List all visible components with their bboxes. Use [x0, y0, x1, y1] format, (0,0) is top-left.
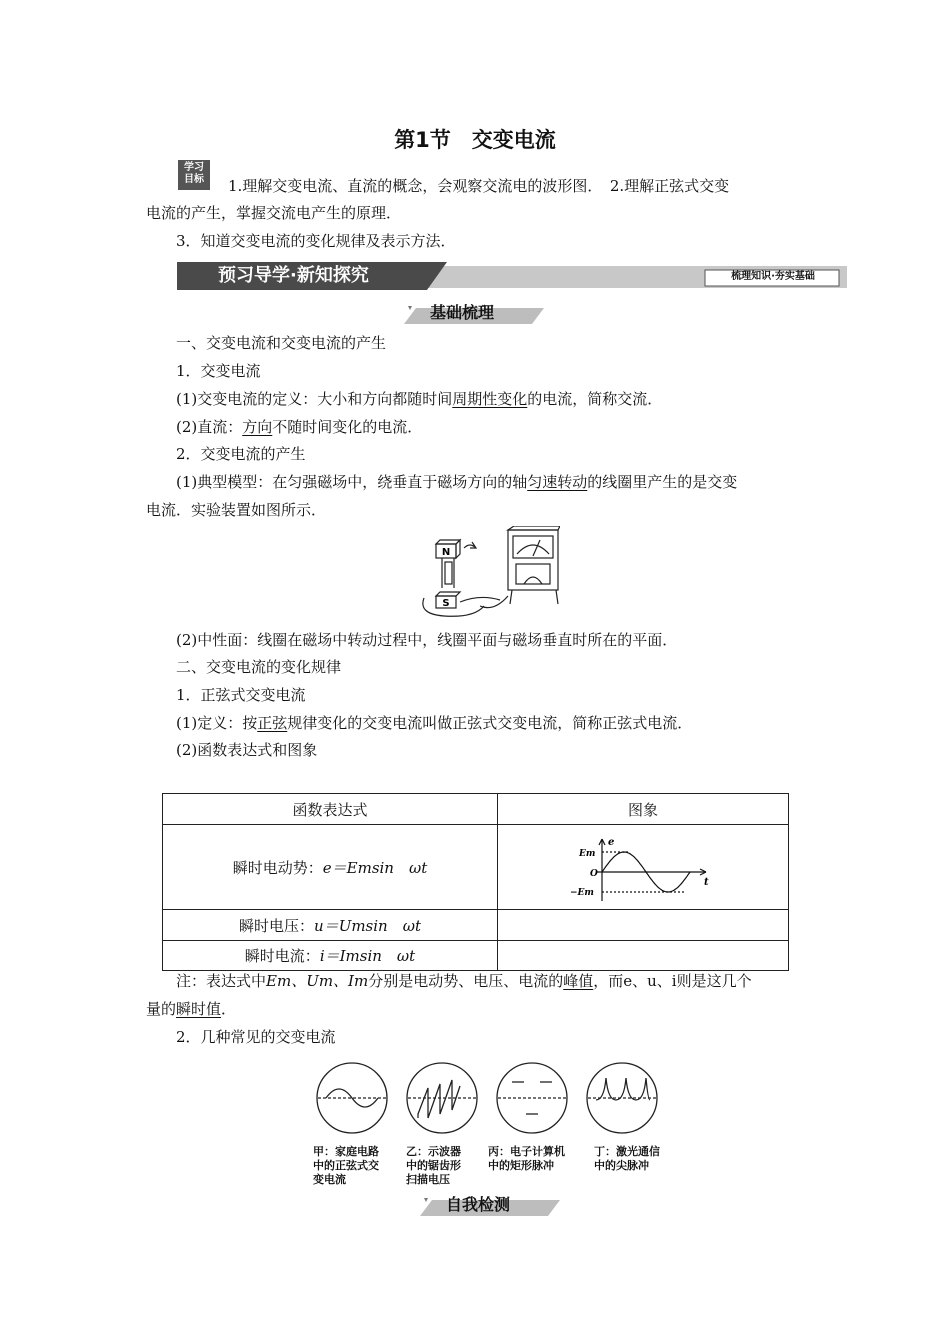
p5-post: 规律变化的交变电流叫做正弦式交变电流，简称正弦式电流． [287, 714, 693, 732]
magnet-s-label: S [442, 598, 450, 609]
table-row-voltage [163, 910, 498, 941]
caption-spike-line2: 中的尖脉冲 [594, 1159, 649, 1172]
graph-cell-empty-2 [498, 941, 789, 971]
paragraph-expressions: (2)函数表达式和图象 [176, 741, 318, 759]
sine-wave-icon [317, 1063, 387, 1133]
voltage-expression: u＝Umsin ωt [314, 916, 421, 935]
note-pre: 注：表达式中 [176, 972, 267, 990]
magnet-n-label: N [441, 547, 451, 558]
paragraph-dc [176, 417, 422, 437]
p2-post: 不随时间变化的电流． [272, 418, 423, 436]
paragraph-model [176, 472, 737, 492]
caption-sine-line2: 中的正弦式交 [313, 1159, 379, 1172]
heading-1: 一、交变电流和交变电流的产生 [176, 334, 387, 352]
paragraph-model-line2: 电流．实验装置如图所示． [146, 501, 327, 519]
p3-pre: (1)典型模型：在匀强磁场中，绕垂直于磁场方向的轴 [176, 473, 528, 491]
caption-saw-line1: 乙：示波器 [406, 1145, 461, 1158]
expression-table [162, 793, 789, 971]
caption-rect-line1: 丙：电子计算机 [488, 1145, 565, 1158]
caption-sine [313, 1145, 379, 1187]
heading-2: 二、交变电流的变化规律 [176, 658, 342, 676]
objective-line1: 1.理解交变电流、直流的概念，会观察交流电的波形图． 2.理解正弦式交变 [228, 177, 730, 195]
caption-sine-line3: 变电流 [313, 1173, 346, 1186]
badge-line2: 目标 [184, 174, 204, 185]
graph-origin: O [590, 869, 598, 879]
waveform-figures [310, 1060, 670, 1140]
p1-answer: 周期性变化 [452, 390, 528, 408]
sawtooth-wave-icon [407, 1063, 477, 1133]
heading-2-2: 2．几种常见的交变电流 [176, 1028, 336, 1046]
caption-rect-line2: 中的矩形脉冲 [488, 1159, 554, 1172]
note-mid: 分别是电动势、电压、电流的 [368, 972, 564, 990]
p2-answer: 方向 [242, 418, 273, 436]
generator-apparatus-figure [420, 526, 560, 620]
emf-expression: e＝Emsin ωt [322, 858, 428, 877]
p5-pre: (1)定义：按 [176, 714, 258, 732]
note-answer-peak: 峰值 [563, 972, 594, 990]
basic-section-title: 基础梳理 [430, 303, 495, 322]
current-expression: i＝Imsin ωt [319, 947, 416, 965]
caption-sawtooth [406, 1145, 461, 1187]
paragraph-definition [176, 389, 662, 409]
caption-sine-line1: 甲：家庭电路 [313, 1145, 379, 1158]
rectangular-pulse-icon [497, 1063, 567, 1133]
heading-2-1: 1．正弦式交变电流 [176, 686, 306, 704]
table-row-emf [163, 825, 498, 910]
note2-pre: 量的 [146, 1000, 177, 1018]
p3-answer: 匀速转动 [527, 473, 588, 491]
table-header-graph: 图象 [498, 794, 789, 825]
graph-x-label: t [704, 877, 709, 888]
note-answer-instant: 瞬时值 [176, 1000, 222, 1018]
paragraph-sine-definition [176, 713, 692, 733]
voltage-label: 瞬时电压： [239, 916, 315, 935]
caption-saw-line2: 中的锯齿形 [406, 1159, 461, 1172]
emf-label: 瞬时电动势： [232, 858, 323, 877]
p1-pre: (1)交变电流的定义：大小和方向都随时间 [176, 390, 453, 408]
p1-post: 的电流，简称交流． [527, 390, 663, 408]
table-header-expression: 函数表达式 [163, 794, 498, 825]
p5-answer: 正弦 [257, 714, 288, 732]
caption-spike [594, 1145, 660, 1173]
note-post: ，而e、u、i则是这几个 [593, 972, 752, 990]
note-line2 [146, 999, 236, 1019]
graph-cell [498, 825, 789, 910]
page-title: 第1节 交变电流 [394, 128, 556, 152]
heading-1-2: 2．交变电流的产生 [176, 445, 306, 463]
badge-line1: 学习 [184, 162, 204, 173]
graph-cell-empty-1 [498, 910, 789, 941]
caption-spike-line1: 丁：激光通信 [594, 1145, 660, 1158]
spike-pulse-icon [587, 1063, 657, 1133]
current-label: 瞬时电流： [244, 947, 320, 965]
note2-post: ． [221, 1000, 237, 1018]
graph-peak-pos: Em [579, 849, 596, 859]
p2-pre: (2)直流： [176, 418, 243, 436]
objective-line3: 3．知道交变电流的变化规律及表示方法． [176, 232, 456, 250]
self-check-section-title: 自我检测 [446, 1195, 511, 1214]
note-line1 [176, 971, 752, 991]
caption-saw-line3: 扫描电压 [406, 1173, 450, 1186]
p3-post: 的线圈里产生的是交变 [587, 473, 738, 491]
paragraph-neutral-plane: (2)中性面：线圈在磁场中转动过程中，线圈平面与磁场垂直时所在的平面． [176, 631, 678, 649]
graph-peak-neg: −Em [570, 888, 594, 898]
note-vars: Em、Um、Im [266, 972, 369, 990]
banner-tag: 梳理知识·夯实基础 [731, 271, 815, 282]
objective-line2: 电流的产生，掌握交流电产生的原理． [146, 204, 402, 222]
caption-rectangular [488, 1145, 565, 1173]
banner-title: 预习导学·新知探究 [218, 265, 369, 286]
table-row-current [163, 941, 498, 971]
graph-y-label: e [608, 837, 615, 848]
sine-graph [566, 835, 726, 905]
heading-1-1: 1．交变电流 [176, 362, 261, 380]
objectives-badge [178, 160, 210, 190]
